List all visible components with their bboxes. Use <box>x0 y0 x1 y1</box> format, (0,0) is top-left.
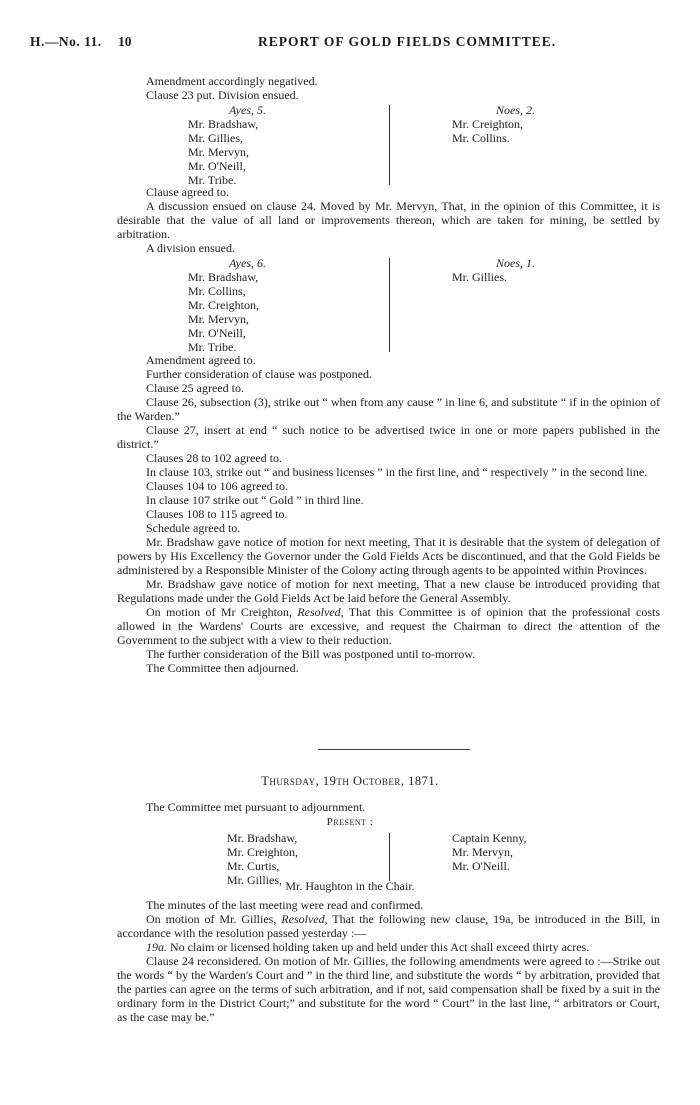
running-title: REPORT OF GOLD FIELDS COMMITTEE. <box>258 34 557 49</box>
present-member: Mr. O'Neill. <box>452 859 510 873</box>
noes-column <box>452 256 662 284</box>
aye-member: Mr. Creighton, <box>188 298 259 312</box>
aye-member: Mr. Bradshaw, <box>188 117 259 131</box>
amendment-agreed: Amendment agreed to. <box>146 353 256 367</box>
clause-23-put: Clause 23 put. Division ensued. <box>146 88 299 102</box>
aye-member: Mr. Collins, <box>188 284 246 298</box>
page-header <box>30 34 670 52</box>
division-clause-24 <box>117 256 660 354</box>
aye-member: Mr. O'Neill, <box>188 326 246 340</box>
section-divider <box>318 749 470 750</box>
present-heading: Present : <box>326 816 374 828</box>
noes-count: Noes, 1. <box>496 256 535 270</box>
clause-25: Clause 25 agreed to. <box>146 381 244 395</box>
clause-107: In clause 107 strike out “ Gold ” in third line. <box>146 493 364 507</box>
aye-member: Mr. Tribe. <box>188 173 237 187</box>
clauses-28-102: Clauses 28 to 102 agreed to. <box>146 451 282 465</box>
present-member: Mr. Mervyn, <box>452 845 513 859</box>
clause-24-discussion <box>117 185 660 255</box>
division-ensued: A division ensued. <box>146 241 235 255</box>
amendment-negatived: Amendment accordingly negatived. <box>146 74 318 88</box>
noes-column <box>452 103 662 145</box>
ayes-column <box>117 256 387 354</box>
schedule-agreed: Schedule agreed to. <box>146 521 241 535</box>
column-divider <box>389 258 390 352</box>
meeting-date: Thursday, 19th October, 1871. <box>261 774 439 788</box>
clause-26: Clause 26, subsection (3), strike out “ when from any cause ” in line 6, and substitute “ if in the opinion of the Warden.” <box>117 395 660 423</box>
present-member: Mr. Gillies, <box>227 873 283 887</box>
ayes-count: Ayes, 6. <box>229 256 266 270</box>
no-member: Mr. Collins. <box>452 131 510 145</box>
no-member: Mr. Creighton, <box>452 117 523 131</box>
paper-reference: H.—No. 11. <box>30 34 102 49</box>
column-divider <box>389 833 390 881</box>
committee-met: The Committee met pursuant to adjournment. <box>146 800 366 814</box>
discussion-paragraph: A discussion ensued on clause 24. Moved by Mr. Mervyn, That, in the opinion of this Committee, it is desirable that the value of all land or improvements thereon, which are taken for mining, be settled by arbitration. <box>117 199 660 241</box>
aye-member: Mr. O'Neill, <box>188 159 246 173</box>
committee-adjourned: The Committee then adjourned. <box>146 661 299 675</box>
meeting-proceedings <box>117 898 660 1024</box>
present-member: Mr. Curtis, <box>227 859 280 873</box>
opening-lines <box>117 74 660 102</box>
new-clause-motion: On motion of Mr. Gillies, Resolved, That the following new clause, 19a, be introduced in the Bill, in accordance with the resolution passed yesterday :— <box>117 912 661 940</box>
clause-agreed: Clause agreed to. <box>146 185 229 199</box>
clauses-108-115: Clauses 108 to 115 agreed to. <box>146 507 288 521</box>
clause-19a-number: 19a. <box>146 940 167 954</box>
present-member: Mr. Creighton, <box>227 845 298 859</box>
aye-member: Mr. Tribe. <box>188 340 237 354</box>
aye-member: Mr. Gillies, <box>188 131 244 145</box>
clause-103: In clause 103, strike out “ and business licenses ” in the first line, and “ respectively ” in the second line. <box>146 465 648 479</box>
meeting-opening <box>117 800 660 814</box>
resolution-professional-costs: On motion of Mr Creighton, Resolved, That this Committee is of opinion that the professional costs allowed in the Wardens' Courts are excessive, and request the Chairman to direct the attention of the Government to the subject with a view to their reduction. <box>117 605 660 647</box>
page-number: 10 <box>118 34 132 49</box>
chairman-line: Mr. Haughton in the Chair. <box>285 879 415 893</box>
ayes-count: Ayes, 5. <box>229 103 266 117</box>
notice-of-motion-regulations: Mr. Bradshaw gave notice of motion for next meeting, That a new clause be introduced providing that Regulations made under the Gold Fields Act be laid before the General Assembly. <box>117 577 660 605</box>
present-right-column <box>452 831 662 873</box>
minutes-confirmed: The minutes of the last meeting were read and confirmed. <box>146 898 424 912</box>
clause-24-reconsidered: Clause 24 reconsidered. On motion of Mr. Gillies, the following amendments were agreed to :—Strike out the words “ by the Warden's Court and ” in the third line, and substitute the words “ by arbitration, provided that the parties can agree on the terms of such arbitration, and if not, said compensation shall be fixed by a suit in the ordinary form in the District Court;” and substitute for the word “ Court” in the last line, “ arbitrators or Court, as the case may be.” <box>117 954 660 1024</box>
resolved-word: Resolved, <box>281 912 328 926</box>
clause-proceedings <box>117 353 660 675</box>
clause-27: Clause 27, insert at end “ such notice to be advertised twice in one or more papers published in the district.” <box>117 423 660 451</box>
clause-19a: 19a. No claim or licensed holding taken up and held under this Act shall exceed thirty acres. <box>146 940 590 954</box>
bill-postponed: The further consideration of the Bill was postponed until to-morrow. <box>146 647 476 661</box>
aye-member: Mr. Mervyn, <box>188 312 249 326</box>
aye-member: Mr. Bradshaw, <box>188 270 259 284</box>
resolved-word: Resolved, <box>297 605 344 619</box>
noes-count: Noes, 2. <box>496 103 535 117</box>
clauses-104-106: Clauses 104 to 106 agreed to. <box>146 479 288 493</box>
ayes-column <box>117 103 387 187</box>
clause-postponed: Further consideration of clause was postponed. <box>146 367 372 381</box>
division-clause-23 <box>117 103 660 187</box>
present-member: Captain Kenny, <box>452 831 527 845</box>
aye-member: Mr. Mervyn, <box>188 145 249 159</box>
notice-of-motion-delegation: Mr. Bradshaw gave notice of motion for next meeting, That it is desirable that the system of delegation of powers by His Excellency the Governor under the Gold Fields Acts be discontinued, and that the Gold Fields be administered by a Responsible Minister of the Colony acting through agents to be appointed within Provinces. <box>117 535 660 577</box>
no-member: Mr. Gillies. <box>452 270 508 284</box>
present-member: Mr. Bradshaw, <box>227 831 298 845</box>
column-divider <box>389 105 390 185</box>
